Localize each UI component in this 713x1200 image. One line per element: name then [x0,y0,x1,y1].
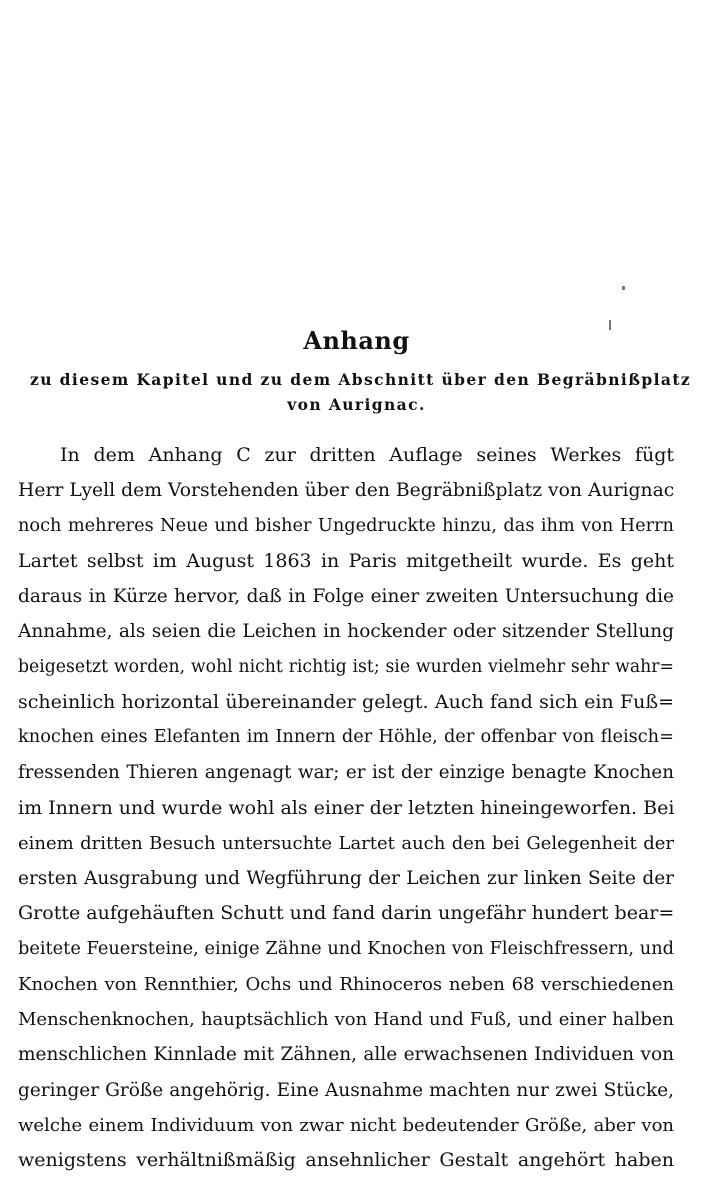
text-line: fressenden Thieren angenagt war; er ist der einzige benagte Knochen [18,762,674,784]
text-line: beigesetzt worden, wohl nicht richtig ist; sie wurden vielmehr sehr wahr= [18,656,674,677]
text-line: scheinlich horizontal übereinander gelegt. Auch fand sich ein Fuß= [18,690,674,713]
text-line: Menschenknochen, hauptsächlich von Hand und Fuß, und einer halben [18,1009,674,1030]
text-line: Herr Lyell dem Vorstehenden über den Begräbnißplatz von Aurignac [18,480,675,502]
text-line: Lartet selbst im August 1863 in Paris mitgetheilt wurde. Es geht [18,549,674,572]
text-line: knochen eines Elefanten im Innern der Höhle, der offenbar von fleisch= [18,727,674,747]
text-line: noch mehreres Neue und bisher Ungedruckte hinzu, das ihm von Herrn [18,515,674,536]
text-line: geringer Größe angehörig. Eine Ausnahme machten nur zwei Stücke, [18,1079,674,1101]
text-line: einem dritten Besuch untersuchte Lartet auch den bei Gelegenheit der [18,832,674,854]
text-line: Knochen von Rennthier, Ochs und Rhinoceros neben 68 verschiedenen [18,973,674,995]
text-line: im Innern und wurde wohl als einer der letzten hineingeworfen. Bei [18,796,675,819]
text-line: menschlichen Kinnlade mit Zähnen, alle erwachsenen Individuen von [18,1044,674,1066]
text-line: daraus in Kürze hervor, daß in Folge einer zweiten Untersuchung die [18,586,674,607]
section-subtitle-line-2: von Aurignac. [287,395,426,414]
text-line: ersten Ausgrabung und Wegführung der Leichen zur linken Seite der [18,868,674,889]
text-line: wenigstens verhältnißmäßig ansehnlicher Gestalt angehört haben [18,1149,674,1171]
text-line: beitete Feuersteine, einige Zähne und Knochen von Fleischfressern, und [18,938,674,959]
print-speck [622,286,625,290]
section-title: Anhang [303,326,410,355]
text-line: Annahme, als seien die Leichen in hockender oder sitzender Stellung [18,621,674,643]
text-line: Grotte aufgehäuften Schutt und fand darin ungefähr hundert bear= [18,902,675,925]
text-line: welche einem Individuum von zwar nicht bedeutender Größe, aber von [18,1114,674,1136]
text-line: In dem Anhang C zur dritten Auflage seines Werkes fügt [60,444,674,466]
body-paragraph [18,438,674,1178]
section-subtitle-line-1: zu diesem Kapitel und zu dem Abschnitt über den Begräbnißplatz [30,370,692,389]
